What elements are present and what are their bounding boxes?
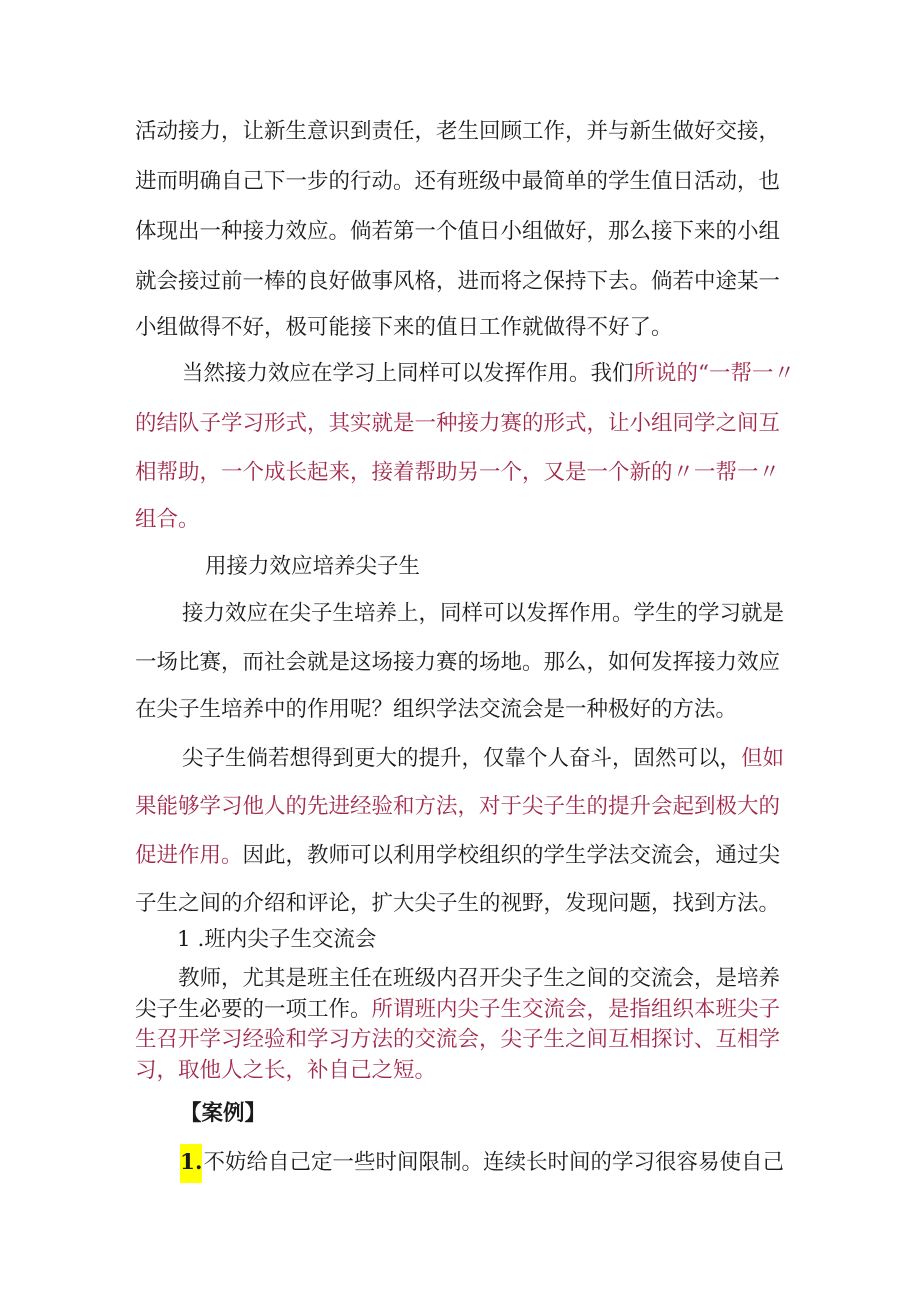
case-item (180, 1152, 784, 1174)
paragraph-line: 就会接过前一棒的良好做事风格，进而将之保持下去。倘若中途某一 (135, 269, 781, 294)
paragraph-line: 生召开学习经验和学习方法的交流会，尖子生之间互相探讨、互相学 (135, 1027, 781, 1052)
text-emphasis: 所说的“一帮一〃 (633, 361, 796, 386)
paragraph-line: 的结队子学习形式，其实就是一种接力赛的形式，让小组同学之间互 (135, 411, 781, 436)
paragraph-line: 体现出一种接力效应。倘若第一个值日小组做好，那么接下来的小组 (135, 219, 781, 244)
paragraph-line: 一场比赛，而社会就是这场接力赛的场地。那么，如何发挥接力效应 (135, 650, 781, 675)
paragraph-line: 子生之间的介绍和评论，扩大尖子生的视野，发现问题，找到方法。 (135, 891, 781, 916)
text-emphasis: 所谓班内尖子生交流会，是指组织本班尖子 (371, 997, 781, 1022)
case-item-number: 1. (180, 1144, 202, 1183)
paragraph-line: 组合。 (135, 507, 200, 532)
text-normal: 当然接力效应在学习上同样可以发挥作用。我们 (182, 361, 634, 386)
paragraph-line: 相帮助，一个成长起来，接着帮助另一个，又是一个新的〃一帮一〃 (135, 460, 781, 485)
text-normal: 尖子生倘若想得到更大的提升，仅靠个人奋斗，固然可以， (182, 746, 742, 771)
paragraph-line: 习，取他人之长，补自己之短。 (135, 1058, 437, 1083)
paragraph-line (182, 748, 784, 770)
paragraph-line (135, 999, 780, 1021)
text-emphasis: 但如 (741, 746, 785, 771)
case-heading: 【案例】 (180, 1101, 267, 1126)
text-normal: 因此，教师可以利用学校组织的学生学法交流会，通过尖 (242, 843, 781, 868)
paragraph-line: 活动接力，让新生意识到责任，老生回顾工作，并与新生做好交接， (135, 119, 781, 144)
section-heading: 用接力效应培养尖子生 (205, 554, 421, 579)
text-normal: 尖子生必要的一项工作。 (135, 997, 372, 1022)
paragraph-line: 果能够学习他人的先进经验和方法，对于尖子生的提升会起到极大的 (135, 794, 781, 819)
paragraph-line: 在尖子生培养中的作用呢？组织学法交流会是一种极好的方法。 (135, 697, 738, 722)
text-emphasis: 促进作用。 (135, 843, 243, 868)
case-item-text: 不妨给自己定一些时间限制。连续长时间的学习很容易使自己 (203, 1150, 784, 1175)
paragraph-line: 小组做得不好，极可能接下来的值日工作就做得不好了。 (135, 315, 673, 340)
paragraph-line: 接力效应在尖子生培养上，同样可以发挥作用。学生的学习就是 (182, 601, 785, 626)
paragraph-line (135, 845, 780, 867)
paragraph-line (182, 363, 795, 385)
paragraph-line: 教师，尤其是班主任在班级内召开尖子生之间的交流会，是培养 (178, 966, 781, 991)
paragraph-line: 进而明确自己下一步的行动。还有班级中最简单的学生值日活动，也 (135, 169, 781, 194)
subsection-heading: 1 .班内尖子生交流会 (177, 927, 377, 952)
